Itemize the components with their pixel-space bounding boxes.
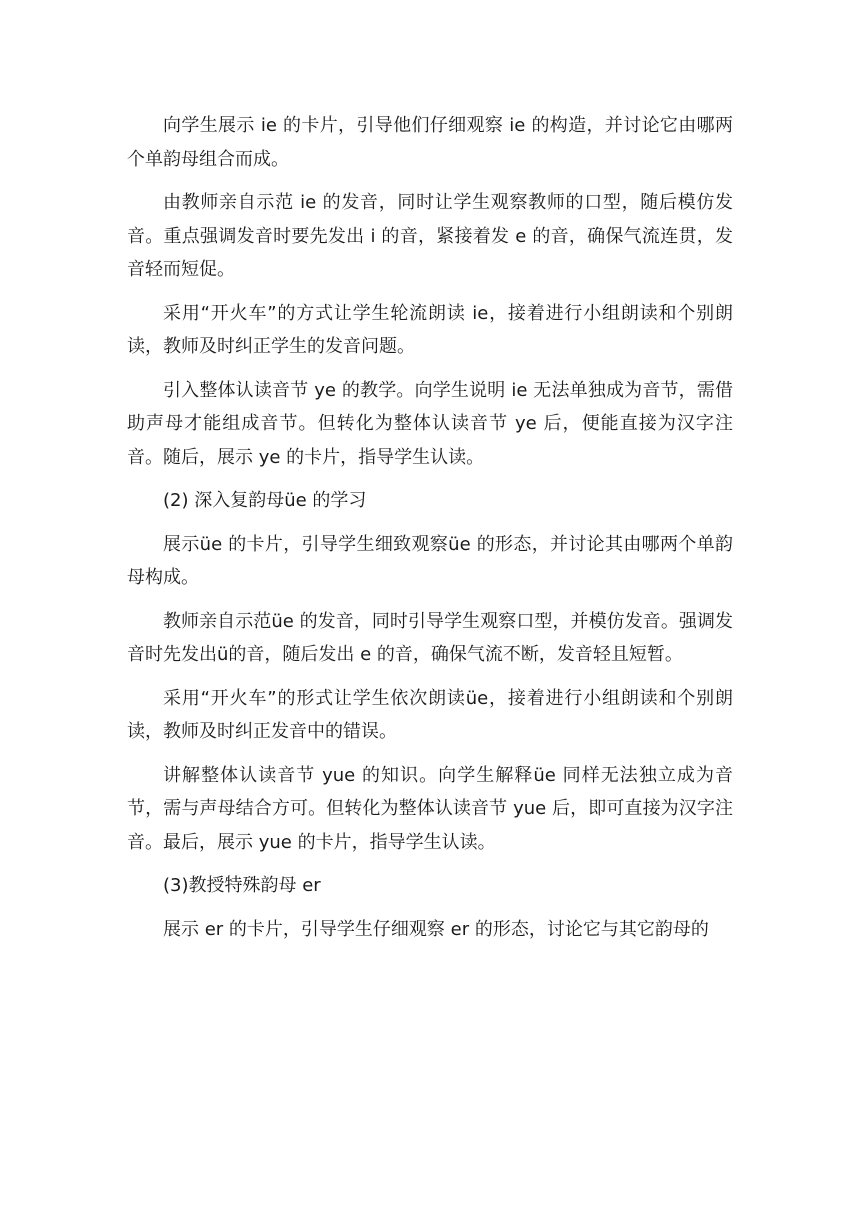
paragraph-yue-syllable: 讲解整体认读音节 yue 的知识。向学生解释üe 同样无法独立成为音节，需与声母结合方可。但转化为整体认读音节 yue 后，即可直接为汉字注音。最后，展示 yue 的卡片，指导学生认读。 [127, 764, 733, 853]
paragraph-ie-card: 向学生展示 ie 的卡片，引导他们仔细观察 ie 的构造，并讨论它由哪两个单韵母组合而成。 [127, 115, 733, 170]
paragraph-er-card: 展示 er 的卡片，引导学生仔细观察 er 的形态，讨论它与其它韵母的 [163, 918, 709, 940]
paragraph-ie-pronunciation: 由教师亲自示范 ie 的发音，同时让学生观察教师的口型，随后模仿发音。重点强调发音时要先发出 i 的音，紧接着发 e 的音，确保气流连贯，发音轻而短促。 [127, 192, 733, 280]
section-heading-er: (3)教授特殊韵母 er [163, 875, 321, 896]
paragraph-ue-pronunciation: 教师亲自示范üe 的发音，同时引导学生观察口型，并模仿发音。强调发音时先发出ü的音，随后发出 e 的音，确保气流不断，发音轻且短暂。 [127, 610, 733, 665]
paragraph-ye-syllable: 引入整体认读音节 ye 的教学。向学生说明 ie 无法单独成为音节，需借助声母才能组成音节。但转化为整体认读音节 ye 后，便能直接为汉字注音。随后，展示 ye 的卡片，指导学生认读。 [127, 379, 733, 468]
paragraph-ue-reading-practice: 采用“开火车”的形式让学生依次朗读üe，接着进行小组朗读和个别朗读，教师及时纠正发音中的错误。 [127, 687, 733, 742]
paragraph-ie-reading-practice: 采用“开火车”的方式让学生轮流朗读 ie，接着进行小组朗读和个别朗读，教师及时纠正学生的发音问题。 [127, 302, 733, 357]
paragraph-ue-card: 展示üe 的卡片，引导学生细致观察üe 的形态，并讨论其由哪两个单韵母构成。 [127, 533, 733, 588]
document-body [127, 109, 733, 956]
section-heading-ue: (2) 深入复韵母üe 的学习 [163, 490, 367, 511]
